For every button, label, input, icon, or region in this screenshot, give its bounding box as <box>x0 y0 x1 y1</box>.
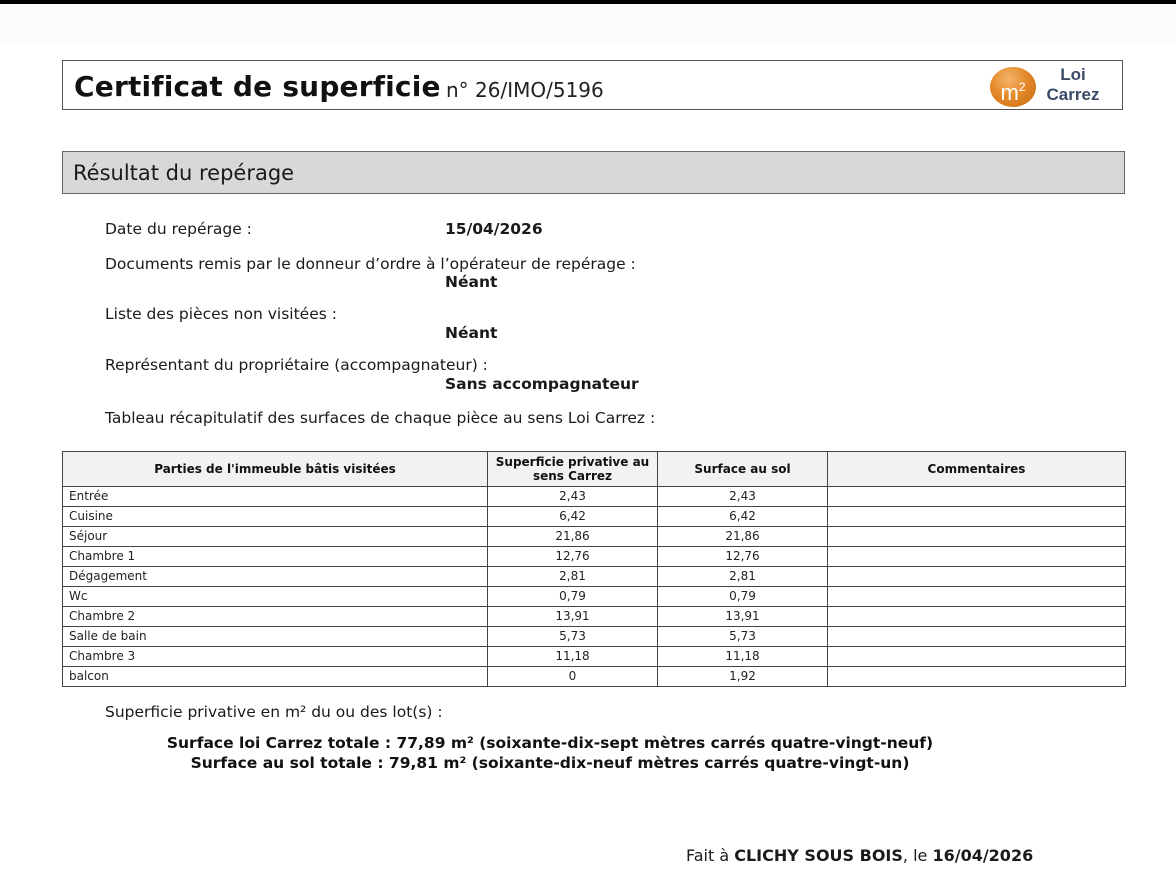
logo-line1: Loi <box>1060 65 1086 84</box>
carrez-total: Surface loi Carrez totale : 77,89 m² (soixante-dix-sept mètres carrés quatre-vingt-neuf) <box>166 734 934 752</box>
representative-value: Sans accompagnateur <box>445 375 639 393</box>
header-comments: Commentaires <box>828 452 1126 487</box>
page-title: Certificat de superficie <box>74 70 441 103</box>
header-carrez: Superficie privative au sens Carrez <box>488 452 658 487</box>
room-name: Wc <box>63 587 488 607</box>
sol-value: 5,73 <box>658 627 828 647</box>
comment <box>828 487 1126 507</box>
comment <box>828 507 1126 527</box>
table-row <box>63 627 1126 647</box>
room-name: Dégagement <box>63 567 488 587</box>
sol-value: 1,92 <box>658 667 828 687</box>
top-margin <box>0 4 1176 44</box>
table-row <box>63 507 1126 527</box>
sol-value: 12,76 <box>658 547 828 567</box>
table-row <box>63 667 1126 687</box>
room-name: Séjour <box>63 527 488 547</box>
carrez-value: 0,79 <box>488 587 658 607</box>
table-row <box>63 647 1126 667</box>
sol-value: 13,91 <box>658 607 828 627</box>
section-title: Résultat du repérage <box>73 161 295 185</box>
date-label: Date du repérage : <box>105 220 252 238</box>
carrez-value: 12,76 <box>488 547 658 567</box>
section-header <box>62 151 1125 194</box>
table-row <box>63 567 1126 587</box>
table-row <box>63 487 1126 507</box>
carrez-value: 2,43 <box>488 487 658 507</box>
header-room: Parties de l'immeuble bâtis visitées <box>63 452 488 487</box>
room-name: Entrée <box>63 487 488 507</box>
non-visited-value: Néant <box>445 324 498 342</box>
table-intro: Tableau récapitulatif des surfaces de chaque pièce au sens Loi Carrez : <box>105 409 656 427</box>
comment <box>828 647 1126 667</box>
logo-exponent: 2 <box>1018 80 1026 94</box>
signature-prefix: Fait à <box>686 846 735 865</box>
comment <box>828 587 1126 607</box>
documents-value: Néant <box>445 273 498 291</box>
non-visited-label: Liste des pièces non visitées : <box>105 305 337 323</box>
loi-carrez-logo <box>987 63 1121 107</box>
m2-icon <box>990 67 1036 107</box>
signature-middle: , le <box>902 846 933 865</box>
carrez-value: 21,86 <box>488 527 658 547</box>
comment <box>828 627 1126 647</box>
carrez-value: 6,42 <box>488 507 658 527</box>
table-row <box>63 547 1126 567</box>
carrez-value: 2,81 <box>488 567 658 587</box>
signature-city: CLICHY SOUS BOIS <box>734 846 903 865</box>
table-header-row <box>63 452 1126 487</box>
comment <box>828 667 1126 687</box>
room-name: Salle de bain <box>63 627 488 647</box>
room-name: Chambre 2 <box>63 607 488 627</box>
certificate-number: n° 26/IMO/5196 <box>446 78 604 102</box>
header-sol: Surface au sol <box>658 452 828 487</box>
carrez-value: 5,73 <box>488 627 658 647</box>
room-name: Chambre 1 <box>63 547 488 567</box>
sol-value: 0,79 <box>658 587 828 607</box>
representative-label: Représentant du propriétaire (accompagnateur) : <box>105 356 488 374</box>
logo-symbol: m <box>1000 80 1019 105</box>
carrez-value: 11,18 <box>488 647 658 667</box>
sol-value: 2,43 <box>658 487 828 507</box>
carrez-value: 13,91 <box>488 607 658 627</box>
signature-date: 16/04/2026 <box>932 846 1034 865</box>
room-name: balcon <box>63 667 488 687</box>
documents-label: Documents remis par le donneur d’ordre à l’opérateur de repérage : <box>105 255 636 273</box>
date-value: 15/04/2026 <box>445 220 543 238</box>
sol-value: 11,18 <box>658 647 828 667</box>
sol-value: 2,81 <box>658 567 828 587</box>
comment <box>828 547 1126 567</box>
comment <box>828 607 1126 627</box>
summary-label: Superficie privative en m² du ou des lot(s) : <box>105 703 443 721</box>
room-name: Chambre 3 <box>63 647 488 667</box>
certificate-header <box>62 60 1123 110</box>
comment <box>828 527 1126 547</box>
signature-line <box>686 846 1033 865</box>
comment <box>828 567 1126 587</box>
table-row <box>63 587 1126 607</box>
carrez-value: 0 <box>488 667 658 687</box>
room-name: Cuisine <box>63 507 488 527</box>
table-row <box>63 527 1126 547</box>
sol-total: Surface au sol totale : 79,81 m² (soixante-dix-neuf mètres carrés quatre-vingt-un) <box>190 754 910 772</box>
sol-value: 6,42 <box>658 507 828 527</box>
table-row <box>63 607 1126 627</box>
logo-line2: Carrez <box>1046 85 1100 104</box>
logo-text <box>1043 65 1103 105</box>
surface-table <box>62 451 1126 687</box>
sol-value: 21,86 <box>658 527 828 547</box>
